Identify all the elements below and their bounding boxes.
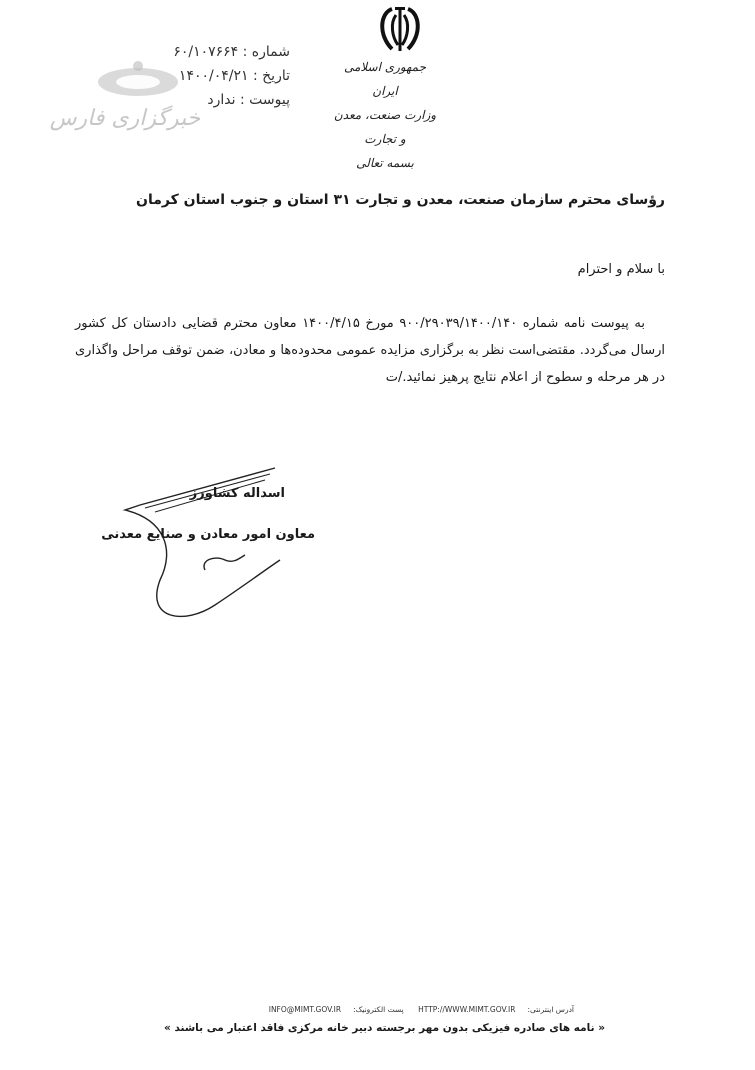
country-name: جمهوری اسلامی ایران bbox=[343, 60, 427, 98]
recipient-line: رؤسای محترم سازمان صنعت، معدن و تجارت ۳۱ استان و جنوب استان کرمان bbox=[136, 192, 665, 208]
fars-news-watermark-icon bbox=[50, 60, 200, 140]
letter-body: به پیوست نامه شماره ۹۰۰/۲۹۰۳۹/۱۴۰۰/۱۴۰ مورخ ۱۴۰۰/۴/۱۵ معاون محترم قضایی دادستان کل کشور ارسال می‌گردد. مقتضی‌است نظر به برگزاری مزایده عمومی محدوده‌ها و معادن، ضمن توقف مراحل واگذاری در هر مرحله و سطوح از اعلام نتایج پرهیز نمائید./ت bbox=[75, 316, 665, 385]
ministry-name: وزارت صنعت، معدن و تجارت bbox=[333, 108, 437, 146]
attachment-label: پیوست : bbox=[240, 92, 290, 108]
letterhead-text bbox=[330, 55, 440, 175]
number-value: ۶۰/۱۰۷۶۶۴ bbox=[173, 44, 239, 60]
greeting: با سلام و احترام bbox=[577, 262, 665, 277]
date-label: تاریخ : bbox=[252, 68, 290, 84]
invocation: بسمه تعالی bbox=[356, 156, 414, 170]
signatory-title: معاون امور معادن و صنایع معدنی bbox=[101, 527, 315, 542]
footer-note: « نامه های صادره فیزیکی بدون مهر برجسته دبیر خانه مرکزی فاقد اعتبار می باشند » bbox=[164, 1022, 605, 1034]
attachment-value: ندارد bbox=[207, 92, 236, 108]
email-label: پست الکترونیک: bbox=[353, 1005, 404, 1014]
footer-contact bbox=[200, 1005, 580, 1014]
web-label: آدرس اینترنتی: bbox=[527, 1005, 574, 1014]
number-label: شماره : bbox=[242, 44, 290, 60]
date-value: ۱۴۰۰/۰۴/۲۱ bbox=[178, 68, 249, 84]
svg-text:خبرگزاری فارس: خبرگزاری فارس bbox=[50, 106, 200, 131]
email-link[interactable]: INFO@MIMT.GOV.IR bbox=[268, 1005, 342, 1014]
iran-emblem-icon bbox=[370, 5, 430, 55]
signatory-name: اسداله کشاورز bbox=[189, 486, 285, 501]
web-link[interactable]: HTTP://WWW.MIMT.GOV.IR bbox=[418, 1005, 516, 1014]
